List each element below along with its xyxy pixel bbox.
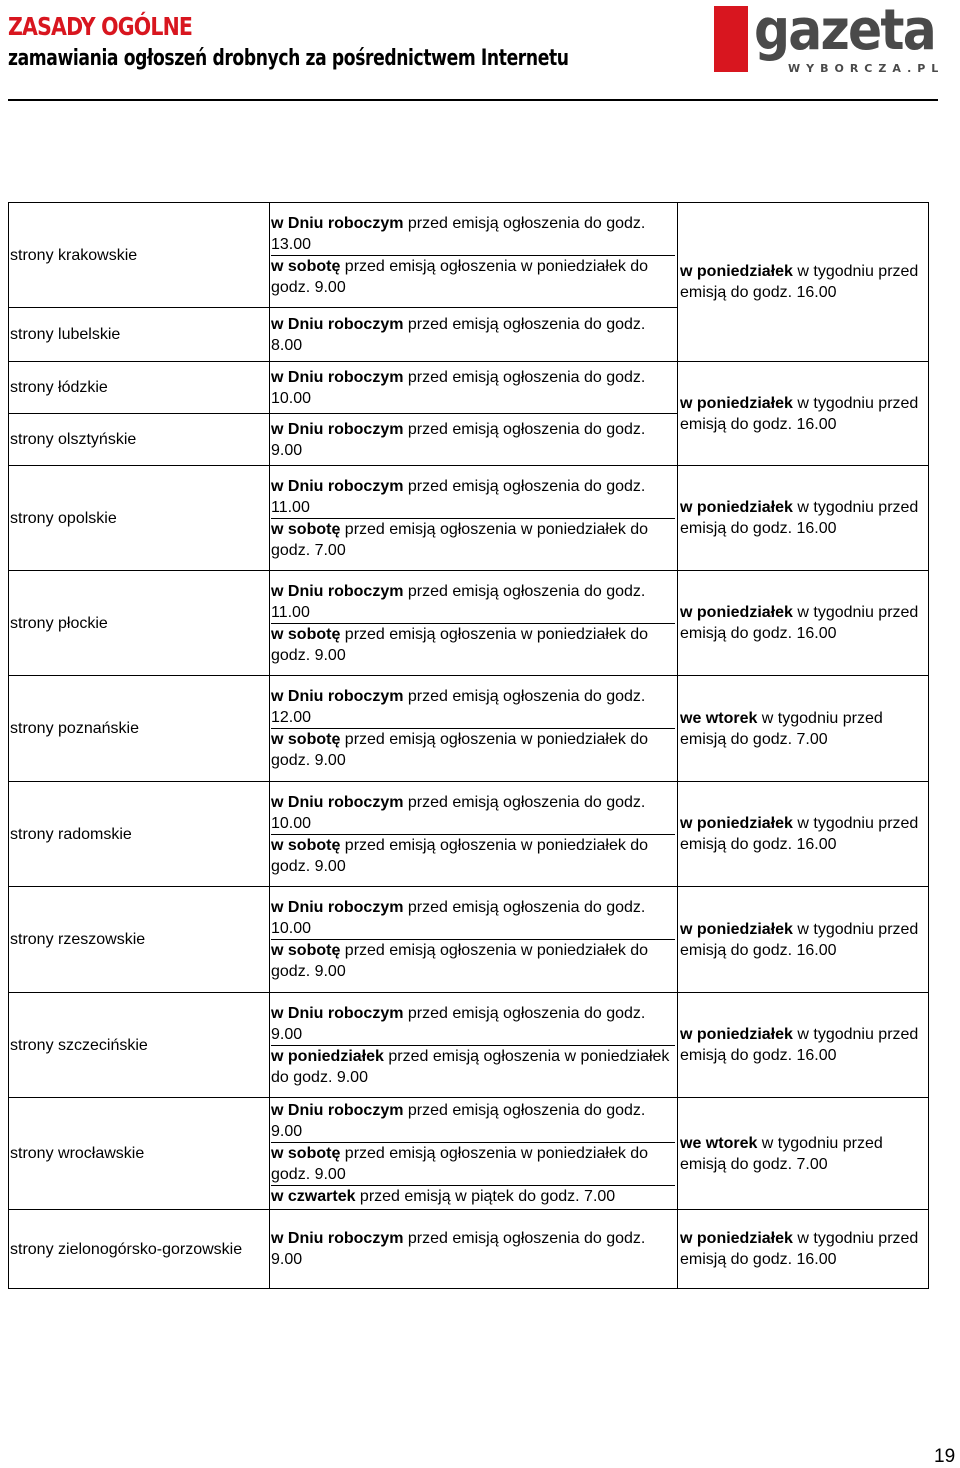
logo-red-block	[714, 6, 748, 72]
deadline-day: w sobotę	[271, 520, 341, 538]
deadline-line	[271, 1100, 675, 1142]
deadline-line	[271, 792, 675, 834]
deadline-text: przed emisją ogłoszenia do godz. 10.00	[271, 793, 646, 832]
table-row	[9, 466, 929, 571]
deadline-text: przed emisją ogłoszenia do godz. 9.00	[271, 1230, 646, 1268]
deadline-day: w poniedziałek	[271, 1047, 384, 1065]
deadline-cell	[270, 362, 678, 414]
deadline-cell	[270, 414, 678, 466]
table-row	[9, 887, 929, 993]
deadline-line	[271, 476, 675, 518]
deadline-text: przed emisją ogłoszenia do godz. 8.00	[271, 315, 646, 354]
deadline-line	[271, 834, 675, 877]
table-row	[9, 571, 929, 676]
deadline-day: w Dniu roboczym	[271, 368, 404, 386]
deadline-day: w sobotę	[271, 731, 341, 748]
category-cell	[678, 1098, 929, 1210]
deadline-line	[271, 213, 675, 255]
region-cell: strony opolskie	[9, 466, 270, 571]
region-cell: strony płockie	[9, 571, 270, 676]
deadline-cell	[270, 782, 678, 887]
category-text: w tygodniu przed emisją do godz. 16.00	[680, 394, 919, 433]
category-day: w poniedziałek	[680, 920, 793, 938]
deadline-line	[271, 1003, 675, 1045]
category-day: w poniedziałek	[680, 1230, 793, 1247]
deadline-day: w Dniu roboczym	[271, 1102, 404, 1119]
deadline-line	[271, 1142, 675, 1185]
header-rule	[8, 99, 938, 101]
deadline-day: w Dniu roboczym	[271, 582, 404, 600]
deadline-line	[271, 255, 675, 298]
region-cell: strony olsztyńskie	[9, 414, 270, 466]
category-day: we wtorek	[680, 709, 758, 727]
category-day: w poniedziałek	[680, 815, 793, 832]
deadline-line	[271, 581, 675, 623]
deadline-text: przed emisją ogłoszenia do godz. 9.00	[271, 1004, 646, 1043]
deadline-line	[271, 623, 675, 666]
logo-wordmark: gazeta	[754, 0, 935, 63]
deadline-text: przed emisją ogłoszenia w poniedziałek do godz. 9.00	[271, 625, 649, 664]
deadline-cell	[270, 466, 678, 571]
deadline-cell	[270, 887, 678, 993]
table-row	[9, 362, 929, 414]
deadline-day: w Dniu roboczym	[271, 1230, 404, 1247]
category-text: w tygodniu przed emisją do godz. 16.00	[680, 1026, 919, 1064]
deadline-day: w Dniu roboczym	[271, 1004, 404, 1022]
deadline-day: w sobotę	[271, 836, 341, 854]
deadline-text: przed emisją ogłoszenia w poniedziałek do godz. 9.00	[271, 836, 649, 875]
deadline-line	[271, 728, 675, 771]
region-cell: strony łódzkie	[9, 362, 270, 414]
deadline-day: w sobotę	[271, 625, 341, 643]
table-row	[9, 676, 929, 782]
table-row	[9, 203, 929, 308]
region-cell: strony krakowskie	[9, 203, 270, 308]
category-text: w tygodniu przed emisją do godz. 16.00	[680, 499, 919, 537]
category-text: w tygodniu przed emisją do godz. 16.00	[680, 263, 919, 301]
table-row	[9, 1210, 929, 1289]
deadline-day: w sobotę	[271, 942, 341, 959]
deadline-text: przed emisją ogłoszenia w poniedziałek do godz. 9.00	[271, 1145, 649, 1183]
document-title: ZASADY OGÓLNE	[8, 12, 193, 41]
category-day: w poniedziałek	[680, 604, 793, 621]
region-cell: strony zielonogórsko-gorzowskie	[9, 1210, 270, 1289]
deadline-text: przed emisją ogłoszenia do godz. 10.00	[271, 368, 646, 407]
deadline-day: w Dniu roboczym	[271, 899, 404, 916]
deadline-day: w Dniu roboczym	[271, 420, 404, 438]
deadline-line	[271, 367, 675, 409]
deadline-day: w Dniu roboczym	[271, 688, 404, 705]
deadline-text: przed emisją ogłoszenia w poniedziałek do godz. 9.00	[271, 942, 649, 980]
deadline-day: w sobotę	[271, 1145, 341, 1162]
deadline-day: w Dniu roboczym	[271, 315, 404, 333]
category-cell	[678, 571, 929, 676]
category-cell	[678, 887, 929, 993]
deadline-cell	[270, 1098, 678, 1210]
gazeta-logo	[714, 0, 945, 86]
category-cell	[678, 203, 929, 362]
table-row	[9, 782, 929, 887]
deadline-text: przed emisją ogłoszenia do godz. 10.00	[271, 899, 646, 937]
deadline-text: przed emisją ogłoszenia do godz. 9.00	[271, 420, 646, 459]
category-cell	[678, 362, 929, 466]
category-text: w tygodniu przed emisją do godz. 16.00	[680, 604, 919, 642]
region-cell: strony radomskie	[9, 782, 270, 887]
category-text: w tygodniu przed emisją do godz. 7.00	[680, 709, 883, 748]
table-row	[9, 993, 929, 1098]
deadline-text: przed emisją ogłoszenia w poniedziałek do godz. 7.00	[271, 520, 649, 559]
category-cell	[678, 782, 929, 887]
deadlines-table	[8, 202, 929, 1289]
deadline-text: przed emisją ogłoszenia do godz. 12.00	[271, 688, 646, 726]
category-cell	[678, 1210, 929, 1289]
deadline-cell	[270, 1210, 678, 1289]
deadline-text: przed emisją ogłoszenia w poniedziałek do godz. 9.00	[271, 257, 649, 296]
category-text: w tygodniu przed emisją do godz. 16.00	[680, 920, 919, 959]
deadline-text: przed emisją ogłoszenia w poniedziałek do godz. 9.00	[271, 731, 649, 769]
deadline-line	[271, 897, 675, 939]
deadline-line	[271, 314, 675, 356]
region-cell: strony rzeszowskie	[9, 887, 270, 993]
table-row	[9, 1098, 929, 1210]
deadline-text: przed emisją ogłoszenia do godz. 13.00	[271, 214, 646, 253]
category-day: w poniedziałek	[680, 499, 793, 516]
deadline-day: w Dniu roboczym	[271, 214, 404, 232]
deadline-text: przed emisją ogłoszenia do godz. 11.00	[271, 582, 646, 621]
page-number: 19	[934, 1446, 956, 1467]
category-text: w tygodniu przed emisją do godz. 16.00	[680, 1230, 919, 1268]
region-cell: strony szczecińskie	[9, 993, 270, 1098]
category-cell	[678, 466, 929, 571]
document-subtitle: zamawiania ogłoszeń drobnych za pośrednictwem Internetu	[8, 46, 569, 71]
category-day: we wtorek	[680, 1134, 758, 1152]
deadline-cell	[270, 308, 678, 362]
deadline-text: przed emisją ogłoszenia do godz. 9.00	[271, 1102, 646, 1140]
deadline-day: w sobotę	[271, 257, 341, 275]
logo-subtext: WYBORCZA.PL	[788, 62, 945, 75]
deadline-cell	[270, 676, 678, 782]
deadline-cell	[270, 203, 678, 308]
deadline-day: w Dniu roboczym	[271, 793, 404, 811]
region-cell: strony lubelskie	[9, 308, 270, 362]
region-cell: strony wrocławskie	[9, 1098, 270, 1210]
deadline-line	[271, 686, 675, 728]
category-text: w tygodniu przed emisją do godz. 7.00	[680, 1134, 883, 1173]
deadline-day: w czwartek	[271, 1188, 356, 1205]
deadline-line	[271, 939, 675, 982]
region-cell: strony poznańskie	[9, 676, 270, 782]
deadline-line	[271, 1228, 675, 1270]
category-cell	[678, 676, 929, 782]
deadline-cell	[270, 571, 678, 676]
deadline-day: w Dniu roboczym	[271, 477, 404, 495]
category-day: w poniedziałek	[680, 263, 793, 280]
deadline-line	[271, 419, 675, 461]
category-day: w poniedziałek	[680, 1026, 793, 1043]
deadline-line	[271, 1185, 675, 1207]
deadline-text: przed emisją w piątek do godz. 7.00	[355, 1188, 616, 1205]
category-day: w poniedziałek	[680, 394, 793, 412]
deadline-text: przed emisją ogłoszenia do godz. 11.00	[271, 477, 646, 516]
category-text: w tygodniu przed emisją do godz. 16.00	[680, 815, 919, 853]
deadline-text: przed emisją ogłoszenia w poniedziałek do godz. 9.00	[271, 1047, 670, 1086]
deadline-line	[271, 518, 675, 561]
category-cell	[678, 993, 929, 1098]
deadline-line	[271, 1045, 675, 1088]
deadline-cell	[270, 993, 678, 1098]
